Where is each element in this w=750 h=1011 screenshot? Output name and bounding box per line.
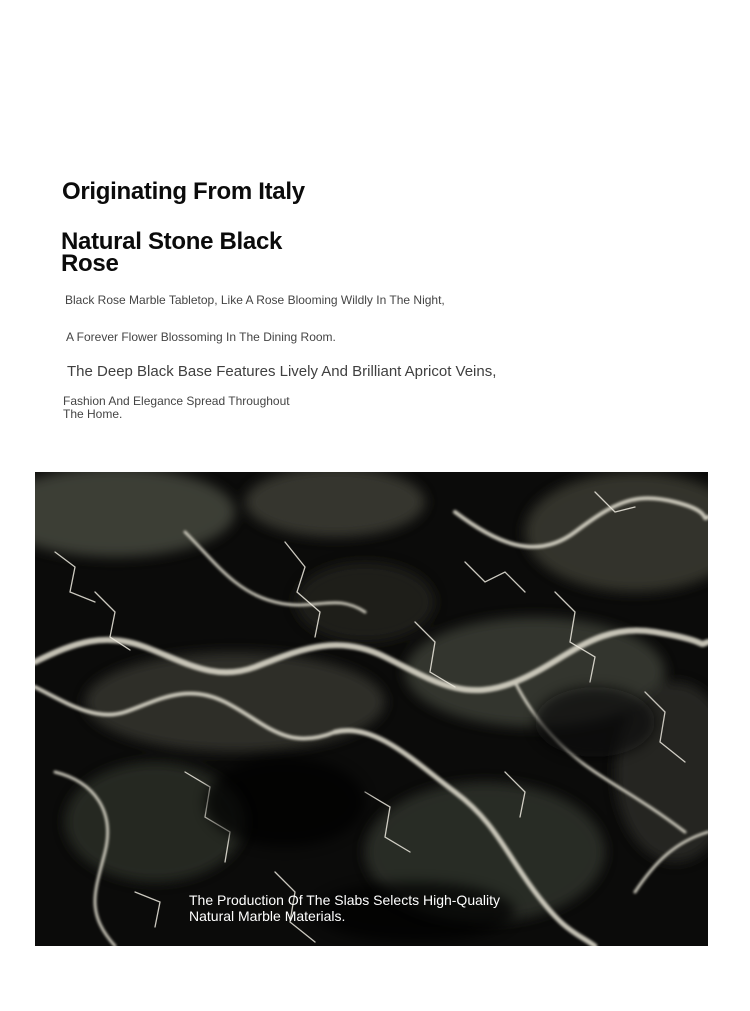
heading-origin: Originating From Italy	[62, 178, 305, 205]
description-line-3: The Deep Black Base Features Lively And Brilliant Apricot Veins,	[67, 363, 497, 380]
description-line-4: Fashion And Elegance Spread Throughout The Home.	[63, 394, 290, 421]
description-line-1: Black Rose Marble Tabletop, Like A Rose Blooming Wildly In The Night,	[65, 293, 445, 307]
description-line-2: A Forever Flower Blossoming In The Dining Room.	[66, 330, 336, 344]
heading-product-name: Natural Stone Black Rose	[61, 228, 283, 277]
marble-texture-image	[35, 472, 708, 946]
marble-texture-art	[35, 472, 708, 946]
marble-caption: The Production Of The Slabs Selects High-Quality Natural Marble Materials.	[189, 892, 501, 924]
